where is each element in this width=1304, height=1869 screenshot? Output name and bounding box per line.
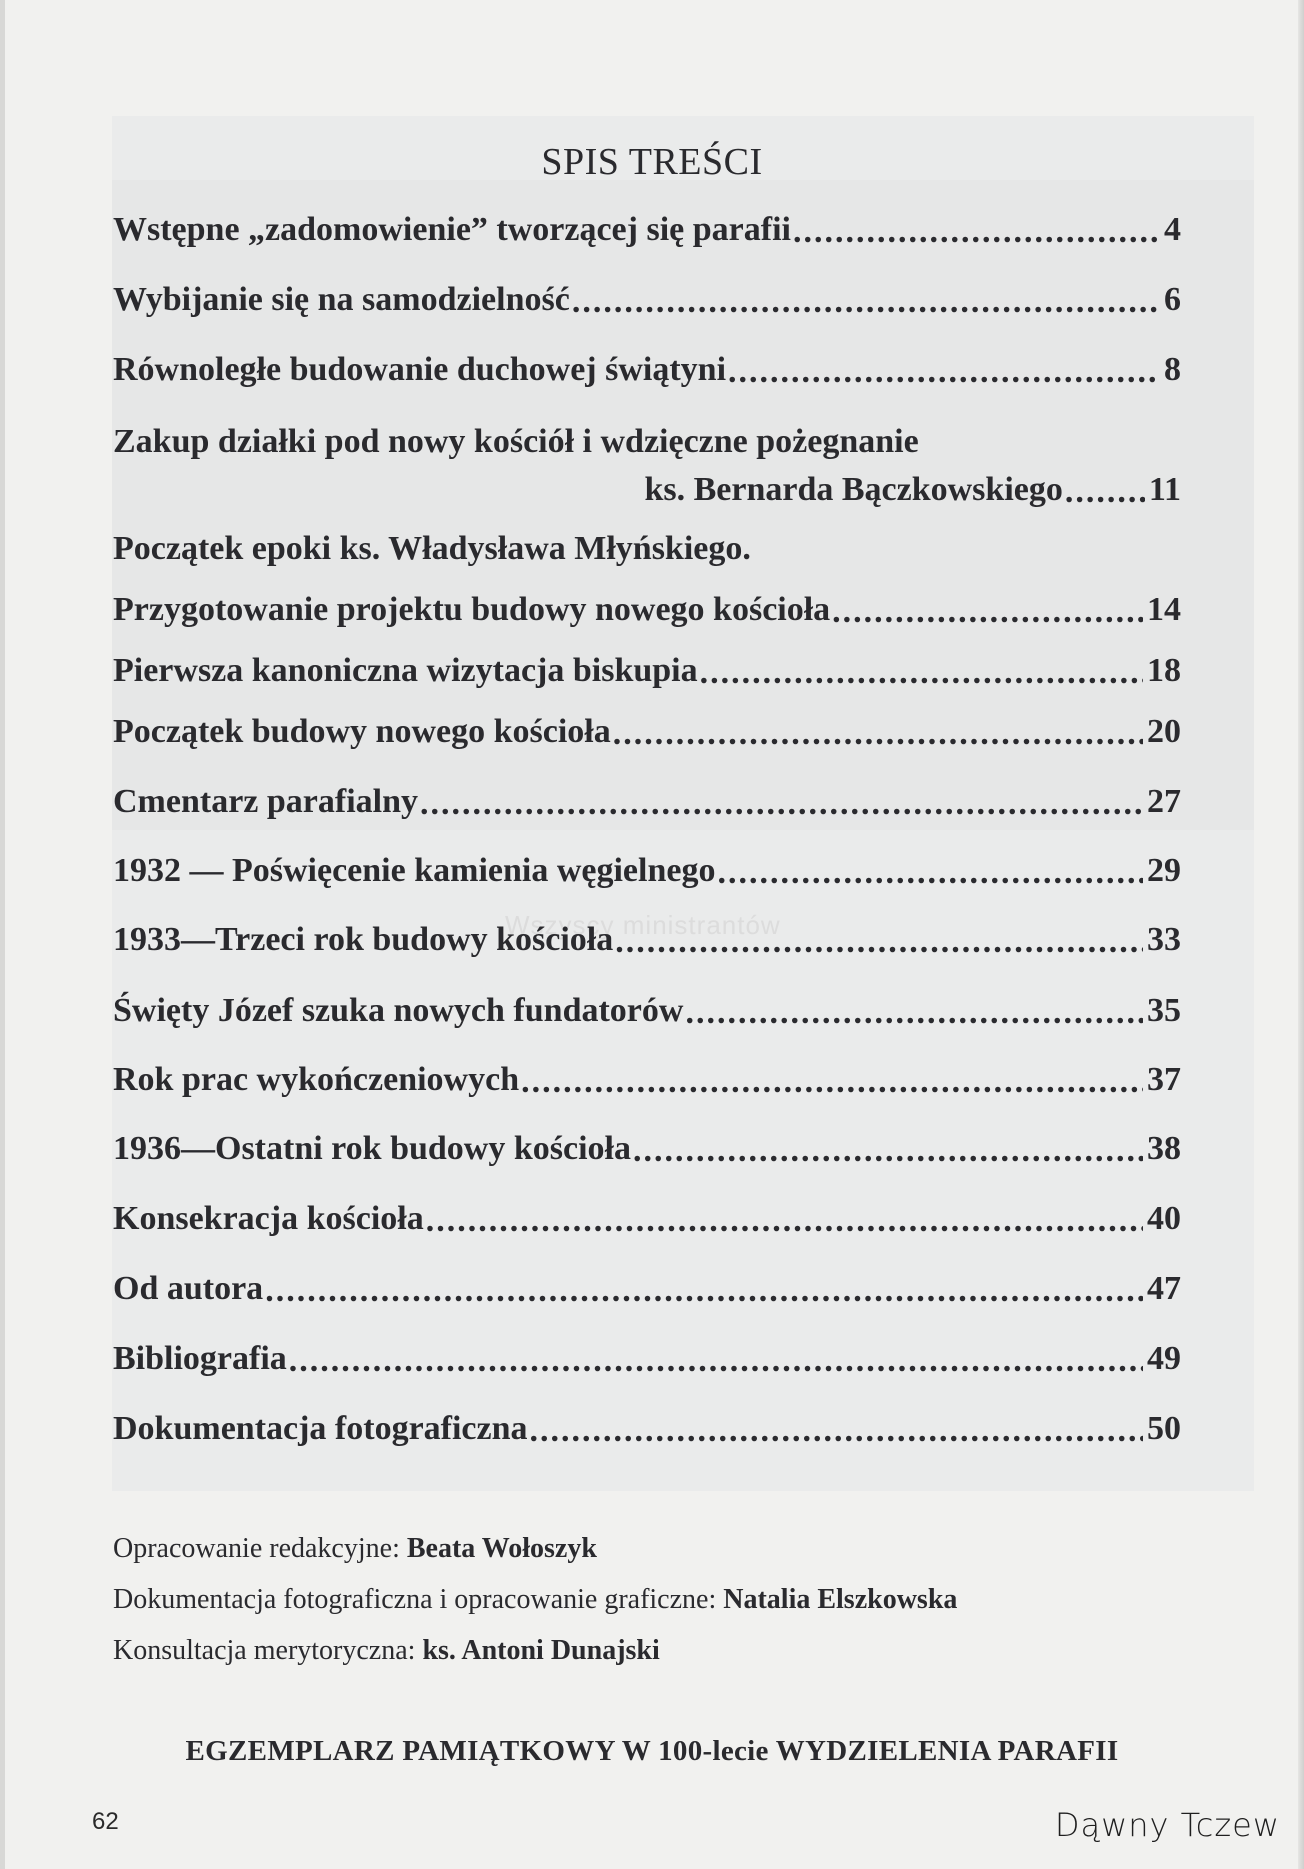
credit-line-consultant — [113, 1635, 660, 1667]
toc-entry-page: 6 — [1164, 281, 1181, 318]
toc-entry-page: 47 — [1147, 1270, 1181, 1307]
credit-line-editor — [113, 1533, 597, 1565]
credit-name: Natalia Elszkowska — [723, 1584, 958, 1615]
toc-entry-label: Święty Józef szuka nowych fundatorów — [113, 992, 684, 1029]
page-left-edge — [0, 0, 5, 1869]
dot-leader — [613, 715, 1143, 749]
toc-entry-page: 37 — [1147, 1061, 1181, 1098]
dot-leader — [521, 1063, 1143, 1097]
dot-leader — [572, 283, 1160, 317]
dot-leader — [793, 213, 1160, 247]
toc-entry-label: Cmentarz parafialny — [113, 783, 419, 820]
toc-entry-label: Początek budowy nowego kościoła — [113, 713, 611, 750]
toc-entry-label: Bibliografia — [113, 1340, 287, 1377]
toc-entry-label: Od autora — [113, 1270, 264, 1307]
toc-entry[interactable] — [113, 281, 1181, 319]
toc-entry[interactable] — [113, 423, 1181, 461]
credit-name: Beata Wołoszyk — [406, 1533, 597, 1564]
toc-entry-label: Dokumentacja fotograficzna — [113, 1410, 528, 1447]
toc-entry-page: 27 — [1147, 783, 1181, 820]
credit-role: Dokumentacja fotograficzna i opracowanie graficzne: — [113, 1584, 717, 1615]
dot-leader — [265, 1272, 1143, 1306]
toc-entry[interactable] — [113, 921, 1181, 959]
toc-entry[interactable] — [113, 530, 1181, 568]
dot-leader — [615, 923, 1143, 957]
toc-entry-page: 11 — [1148, 471, 1181, 508]
dot-leader — [1065, 473, 1145, 507]
toc-entry[interactable] — [113, 1410, 1181, 1448]
toc-entry-label: Wstępne „zadomowienie” tworzącej się parafii — [113, 211, 791, 248]
toc-entry-page: 35 — [1147, 992, 1181, 1029]
toc-entry-page: 29 — [1147, 852, 1181, 889]
toc-entry-label: Zakup działki pod nowy kościół i wdzięczne pożegnanie — [113, 423, 919, 460]
toc-entry[interactable] — [113, 852, 1181, 890]
dot-leader — [700, 654, 1143, 688]
toc-entry-label: Początek epoki ks. Władysława Młyńskiego. — [113, 530, 751, 567]
dot-leader — [728, 353, 1160, 387]
toc-entry-label: Pierwsza kanoniczna wizytacja biskupia — [113, 652, 698, 689]
toc-entry-continuation[interactable] — [113, 471, 1181, 509]
credit-line-photography — [113, 1584, 957, 1616]
watermark-text: Dąwny Tczew — [1054, 1806, 1280, 1844]
toc-entry-label: 1933—Trzeci rok budowy kościoła — [113, 921, 614, 958]
toc-entry[interactable] — [113, 1340, 1181, 1378]
dot-leader — [530, 1412, 1143, 1446]
toc-entry-page: 33 — [1147, 921, 1181, 958]
credit-role: Konsultacja merytoryczna: — [113, 1635, 416, 1666]
toc-entry-page: 38 — [1147, 1130, 1181, 1167]
toc-entry-page: 18 — [1147, 652, 1181, 689]
page-number: 62 — [92, 1808, 119, 1835]
toc-entry-label: ks. Bernarda Bączkowskiego — [644, 471, 1063, 508]
toc-entry-label: 1936—Ostatni rok budowy kościoła — [113, 1130, 631, 1167]
page-title: SPIS TREŚCI — [541, 141, 763, 183]
toc-entry-label: 1932 — Poświęcenie kamienia węgielnego — [113, 852, 716, 889]
toc-entry-page: 8 — [1164, 351, 1181, 388]
toc-entry[interactable] — [113, 1061, 1181, 1099]
toc-entry[interactable] — [113, 713, 1181, 751]
dot-leader — [717, 854, 1143, 888]
toc-entry-label: Wybijanie się na samodzielność — [113, 281, 570, 318]
toc-entry-label: Równoległe budowanie duchowej świątyni — [113, 351, 727, 388]
toc-entry[interactable] — [113, 1130, 1181, 1168]
toc-entry-label: Konsekracja kościoła — [113, 1200, 424, 1237]
dot-leader — [832, 593, 1143, 627]
toc-entry[interactable] — [113, 1270, 1181, 1308]
credit-role: Opracowanie redakcyjne: — [113, 1533, 400, 1564]
toc-entry[interactable] — [113, 992, 1181, 1030]
dot-leader — [685, 994, 1143, 1028]
dot-leader — [426, 1202, 1143, 1236]
toc-entry-page: 20 — [1147, 713, 1181, 750]
page-right-edge — [1298, 0, 1304, 1869]
dot-leader — [289, 1342, 1143, 1376]
toc-entry-label: Rok prac wykończeniowych — [113, 1061, 520, 1098]
toc-entry[interactable] — [113, 1200, 1181, 1238]
toc-entry[interactable] — [113, 652, 1181, 690]
toc-entry-page: 4 — [1164, 211, 1181, 248]
credit-name: ks. Antoni Dunajski — [422, 1635, 660, 1666]
toc-entry-page: 14 — [1147, 591, 1181, 628]
toc-entry-page: 50 — [1147, 1410, 1181, 1447]
toc-entry-page: 49 — [1147, 1340, 1181, 1377]
toc-entry-label: Przygotowanie projektu budowy nowego kościoła — [113, 591, 831, 628]
toc-entry[interactable] — [113, 351, 1181, 389]
toc-entry[interactable] — [113, 211, 1181, 249]
dot-leader — [633, 1132, 1143, 1166]
toc-entry-page: 40 — [1147, 1200, 1181, 1237]
toc-entry[interactable] — [113, 591, 1181, 629]
edition-note: EGZEMPLARZ PAMIĄTKOWY W 100-lecie WYDZIELENIA PARAFII — [185, 1735, 1119, 1767]
dot-leader — [420, 785, 1143, 819]
show-through-text: Wszyscy ministrantów — [505, 910, 781, 940]
toc-entry[interactable] — [113, 783, 1181, 821]
